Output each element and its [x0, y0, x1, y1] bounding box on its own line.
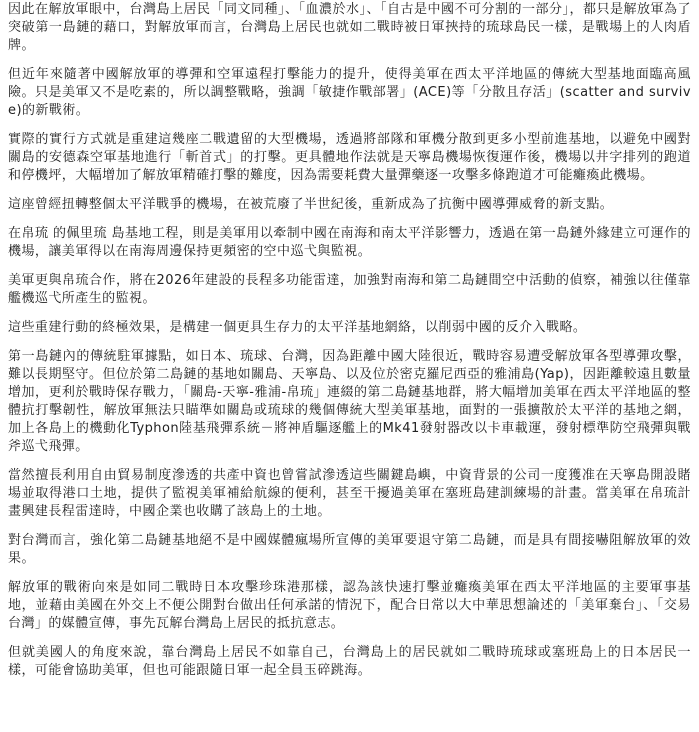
- paragraph-7: 這些重建行動的終極效果，是構建一個更具生存力的太平洋基地網絡，以削弱中國的反介入戰略。: [8, 320, 587, 335]
- paragraph-12: 但就美國人的角度來說，靠台灣島上居民不如靠自己，台灣島上的居民就如二戰時琉球或塞班島上的日本居民一樣，可能會協助美軍，但也可能跟隨日軍一起全員玉碎跳海。: [8, 645, 691, 678]
- paragraph-1: 因此在解放軍眼中，台灣島上居民「同文同種」、「血濃於水」、「自古是中國不可分割的一部分」，都只是解放軍為了突破第一島鏈的藉口，對解放軍而言，台灣島上居民也就如二戰時被日軍挾持的琉球島民一樣，是戰場上的人肉盾牌。: [8, 2, 691, 53]
- paragraph-11: 解放軍的戰術向來是如同二戰時日本攻擊珍珠港那樣，認為該快速打擊並癱瘓美軍在西太平洋地區的主要軍事基地，並藉由美國在外交上不便公開對台做出任何承諾的情況下，配合日常以大中華思想論述的「美軍棄台」、「交易台灣」的媒體宣傳，事先瓦解台灣島上居民的抵抗意志。: [8, 580, 691, 631]
- paragraph-9: 當然擅長利用自由貿易制度滲透的共產中資也曾嘗試滲透這些關鍵島嶼，中資背景的公司一度獲准在天寧島開設賭場並取得港口土地，提供了監視美軍補給航線的便利，甚至干擾過美軍在塞班島建訓練場的計畫。當美軍在帛琉計畫興建長程雷達時，中國企業也收購了該島上的土地。: [8, 468, 691, 519]
- paragraph-10: 對台灣而言，強化第二島鏈基地絕不是中國媒體瘋場所宣傳的美軍要退守第二島鏈，而是具有間接嚇阻解放軍的效果。: [8, 533, 691, 566]
- paragraph-8: 第一島鏈內的傳統駐軍據點，如日本、琉球、台灣，因為距離中國大陸很近，戰時容易遭受解放軍各型導彈攻擊，難以長期堅守。但位於第二島鏈的基地如關島、天寧島、以及位於密克羅尼西亞的雅浦島(Yap)，因距離較遠且數量增加，更利於戰時保存戰力，「關島-天寧-雅浦-帛琉」連綴的第二島鏈基地群，將大幅增加美軍在西太平洋地區的整體抗打擊韌性，解放軍無法只瞄準如關島或琉球的幾個傳統大型美軍基地，面對的一張擴散於太平洋的基地之網，加上各島上的機動化Typhon陸基飛彈系統－將神盾驅逐艦上的Mk41發射器改以卡車載運，發射標準防空飛彈與戰斧巡弋飛彈。: [8, 349, 691, 454]
- paragraph-5: 在帛琉 的佩里琉 島基地工程，則是美軍用以牽制中國在南海和南太平洋影響力，透過在第一島鏈外緣建立可運作的機場，讓美軍得以在南海周邊保持更頻密的空中巡弋與監視。: [8, 226, 691, 259]
- paragraph-6: 美軍更與帛琉合作，將在2026年建設的長程多功能雷達，加強對南海和第二島鏈間空中活動的偵察，補強以往僅靠艦機巡弋所產生的監視。: [8, 273, 691, 306]
- paragraph-3: 實際的實行方式就是重建這幾座二戰遺留的大型機場，透過將部隊和軍機分散到更多小型前進基地，以避免中國對關島的安德森空軍基地進行「斬首式」的打擊。更具體地作法就是天寧島機場恢復運作後，機場以井字排列的跑道和停機坪，大幅增加了解放軍精確打擊的難度，因為需要耗費大量彈藥逐一攻擊多條跑道才可能癱瘓此機場。: [8, 132, 691, 183]
- paragraph-2: 但近年來隨著中國解放軍的導彈和空軍遠程打擊能力的提升，使得美軍在西太平洋地區的傳統大型基地面臨高風險。只是美軍又不是吃素的，所以調整戰略，強調「敏捷作戰部署」(ACE)等「分散且存活」(scatter and survive)的新戰術。: [8, 67, 691, 118]
- paragraph-4: 這座曾經扭轉整個太平洋戰爭的機場，在被荒廢了半世紀後，重新成為了抗衡中國導彈威脅的新支點。: [8, 197, 614, 212]
